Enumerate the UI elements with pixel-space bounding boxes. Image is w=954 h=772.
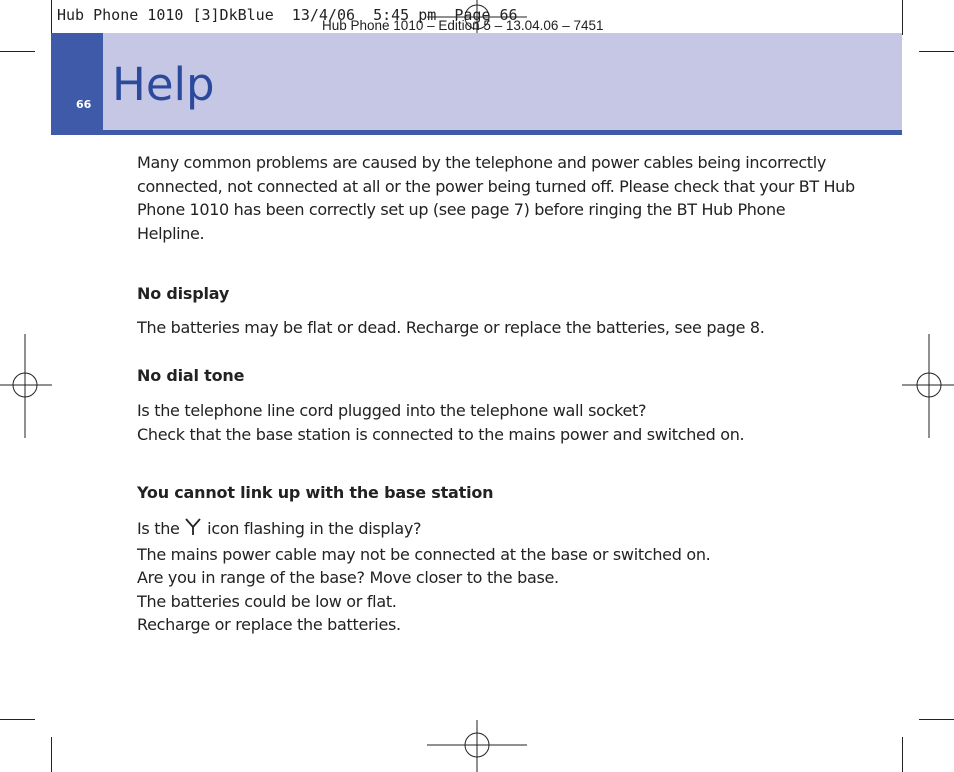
page-title: Help (112, 58, 215, 111)
section-heading-no-display: No display (137, 284, 230, 303)
registration-mark-bottom (427, 720, 527, 772)
section-body-cannot-link (137, 517, 710, 637)
registration-mark-left (0, 334, 52, 438)
section-body-no-display (137, 316, 765, 340)
antenna-icon (185, 518, 201, 543)
body-line: Recharge or replace the batteries. (137, 615, 401, 634)
body-line: Are you in range of the base? Move closer to the base. (137, 568, 559, 587)
header-rule (51, 130, 902, 135)
body-line: The batteries may be flat or dead. Recharge or replace the batteries, see page 8. (137, 318, 765, 337)
body-line-start: Is the (137, 519, 185, 538)
section-heading-no-dial-tone: No dial tone (137, 366, 245, 385)
body-line-with-icon (137, 517, 710, 543)
print-slug: Hub Phone 1010 [3]DkBlue 13/4/06 5:45 pm Page 66 (57, 6, 518, 24)
body-line: Check that the base station is connected to the mains power and switched on. (137, 424, 745, 444)
header-side-tab (51, 33, 103, 130)
intro-paragraph: Many common problems are caused by the telephone and power cables being incorrectly connected, not connected at all or the power being turned off. Please check that your BT Hub Phone 1010 has been correctly set up (see page 7) before ringing the BT Hub Phone Helpline. (137, 153, 855, 243)
body-line: The mains power cable may not be connected at the base or switched on. (137, 544, 711, 564)
body-line-end: icon flashing in the display? (202, 519, 422, 538)
section-heading-cannot-link: You cannot link up with the base station (137, 483, 494, 502)
section-body-no-dial-tone (137, 399, 744, 446)
body-line: Is the telephone line cord plugged into the telephone wall socket? (137, 401, 647, 420)
page-number: 66 (76, 98, 92, 111)
body-line: The batteries could be low or flat. (137, 591, 397, 611)
registration-mark-right (902, 334, 954, 438)
edition-slug: Hub Phone 1010 – Edition 5 – 13.04.06 – 7451 (322, 18, 604, 33)
